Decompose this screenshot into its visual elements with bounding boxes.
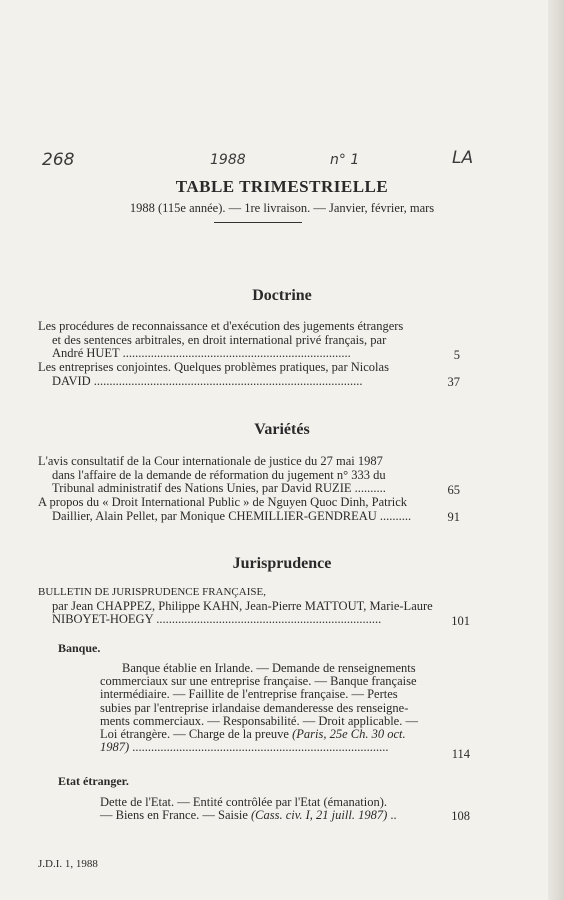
- handwritten-year: 1988: [210, 152, 246, 168]
- page-title: TABLE TRIMESTRIELLE: [175, 177, 389, 196]
- entry-text: — Biens en France. — Saisie: [100, 808, 252, 823]
- entry-line: par Jean CHAPPEZ, Philippe KAHN, Jean-Pierre MATTOUT, Marie-Laure: [52, 598, 433, 613]
- entry-line: BULLETIN DE JURISPRUDENCE FRANÇAISE,: [38, 586, 266, 598]
- page-number: 108: [451, 809, 470, 823]
- entry-line: Banque établie en Irlande. — Demande de renseignements: [122, 661, 416, 675]
- toc-entry: [100, 662, 450, 754]
- entry-line: ments commerciaux. — Responsabilité. — Droit applicable. —: [100, 713, 418, 728]
- entry-line: NIBOYET-HOEGY ........................................................................: [52, 612, 382, 626]
- page-number: 5: [453, 348, 460, 362]
- handwritten-issue: n° 1: [330, 152, 360, 168]
- citation: 1987): [100, 740, 130, 755]
- toc-entry: [38, 586, 458, 627]
- page-subtitle: 1988 (115e année). — 1re livraison. — Janvier, février, mars: [129, 201, 435, 215]
- entry-line: Dette de l'Etat. — Entité contrôlée par l'Etat (émanation).: [100, 795, 388, 809]
- entry-text: Loi étrangère. — Charge de la preuve: [100, 727, 293, 742]
- handwritten-mark: LA: [452, 148, 474, 168]
- section-heading-doctrine: Doctrine: [252, 287, 312, 304]
- subsection-label-banque: Banque.: [58, 641, 101, 655]
- toc-entry: [38, 455, 458, 496]
- entry-line: intermédiaire. — Faillite de l'entreprise française. — Pertes: [100, 687, 398, 702]
- subsection-label-etat: Etat étranger.: [58, 774, 129, 788]
- page-number: 101: [451, 614, 470, 628]
- page-binding-edge: [548, 0, 564, 900]
- entry-line: Les procédures de reconnaissance et d'exécution des jugements étrangers: [38, 319, 404, 333]
- toc-entry: [100, 796, 450, 822]
- page-number: 114: [451, 747, 470, 761]
- entry-line: commerciaux sur une entreprise française. — Banque française: [100, 674, 417, 689]
- leader-dots: ..: [387, 808, 397, 823]
- toc-entry: [38, 320, 458, 361]
- page-number: 91: [447, 510, 460, 524]
- entry-line: Daillier, Alain Pellet, par Monique CHEMILLIER-GENDREAU ..........: [52, 508, 412, 523]
- entry-line: subies par l'entreprise irlandaise demanderesse des renseigne-: [100, 700, 409, 715]
- citation: (Paris, 25e Ch. 30 oct.: [292, 727, 406, 742]
- entry-line: et des sentences arbitrales, en droit international privé français, par: [52, 332, 387, 347]
- entry-line: [100, 809, 450, 822]
- handwritten-number: 268: [42, 150, 75, 170]
- entry-line: Tribunal administratif des Nations Unies, par David RUZIE ..........: [52, 481, 386, 495]
- entry-line: Les entreprises conjointes. Quelques problèmes pratiques, par Nicolas: [38, 360, 389, 374]
- entry-line: [100, 741, 450, 754]
- citation: (Cass. civ. I, 21 juill. 1987): [251, 808, 388, 823]
- page-number: 65: [447, 483, 460, 497]
- entry-line: L'avis consultatif de la Cour internationale de justice du 27 mai 1987: [38, 454, 383, 468]
- section-heading-jurisprudence: Jurisprudence: [232, 555, 332, 572]
- page-number: 37: [447, 375, 460, 389]
- toc-entry: [38, 361, 458, 388]
- title-divider: [214, 222, 302, 223]
- entry-line: dans l'affaire de la demande de réformation du jugement n° 333 du: [52, 467, 386, 482]
- entry-line: DAVID ......................................................................................: [52, 373, 363, 388]
- leader-dots: ..................................................................................: [129, 740, 389, 755]
- entry-line: A propos du « Droit International Public » de Nguyen Quoc Dinh, Patrick: [38, 495, 408, 509]
- entry-line: André HUET .........................................................................: [52, 346, 351, 360]
- section-heading-varietes: Variétés: [254, 421, 310, 438]
- footer-reference: J.D.I. 1, 1988: [38, 858, 98, 870]
- toc-entry: [38, 496, 458, 523]
